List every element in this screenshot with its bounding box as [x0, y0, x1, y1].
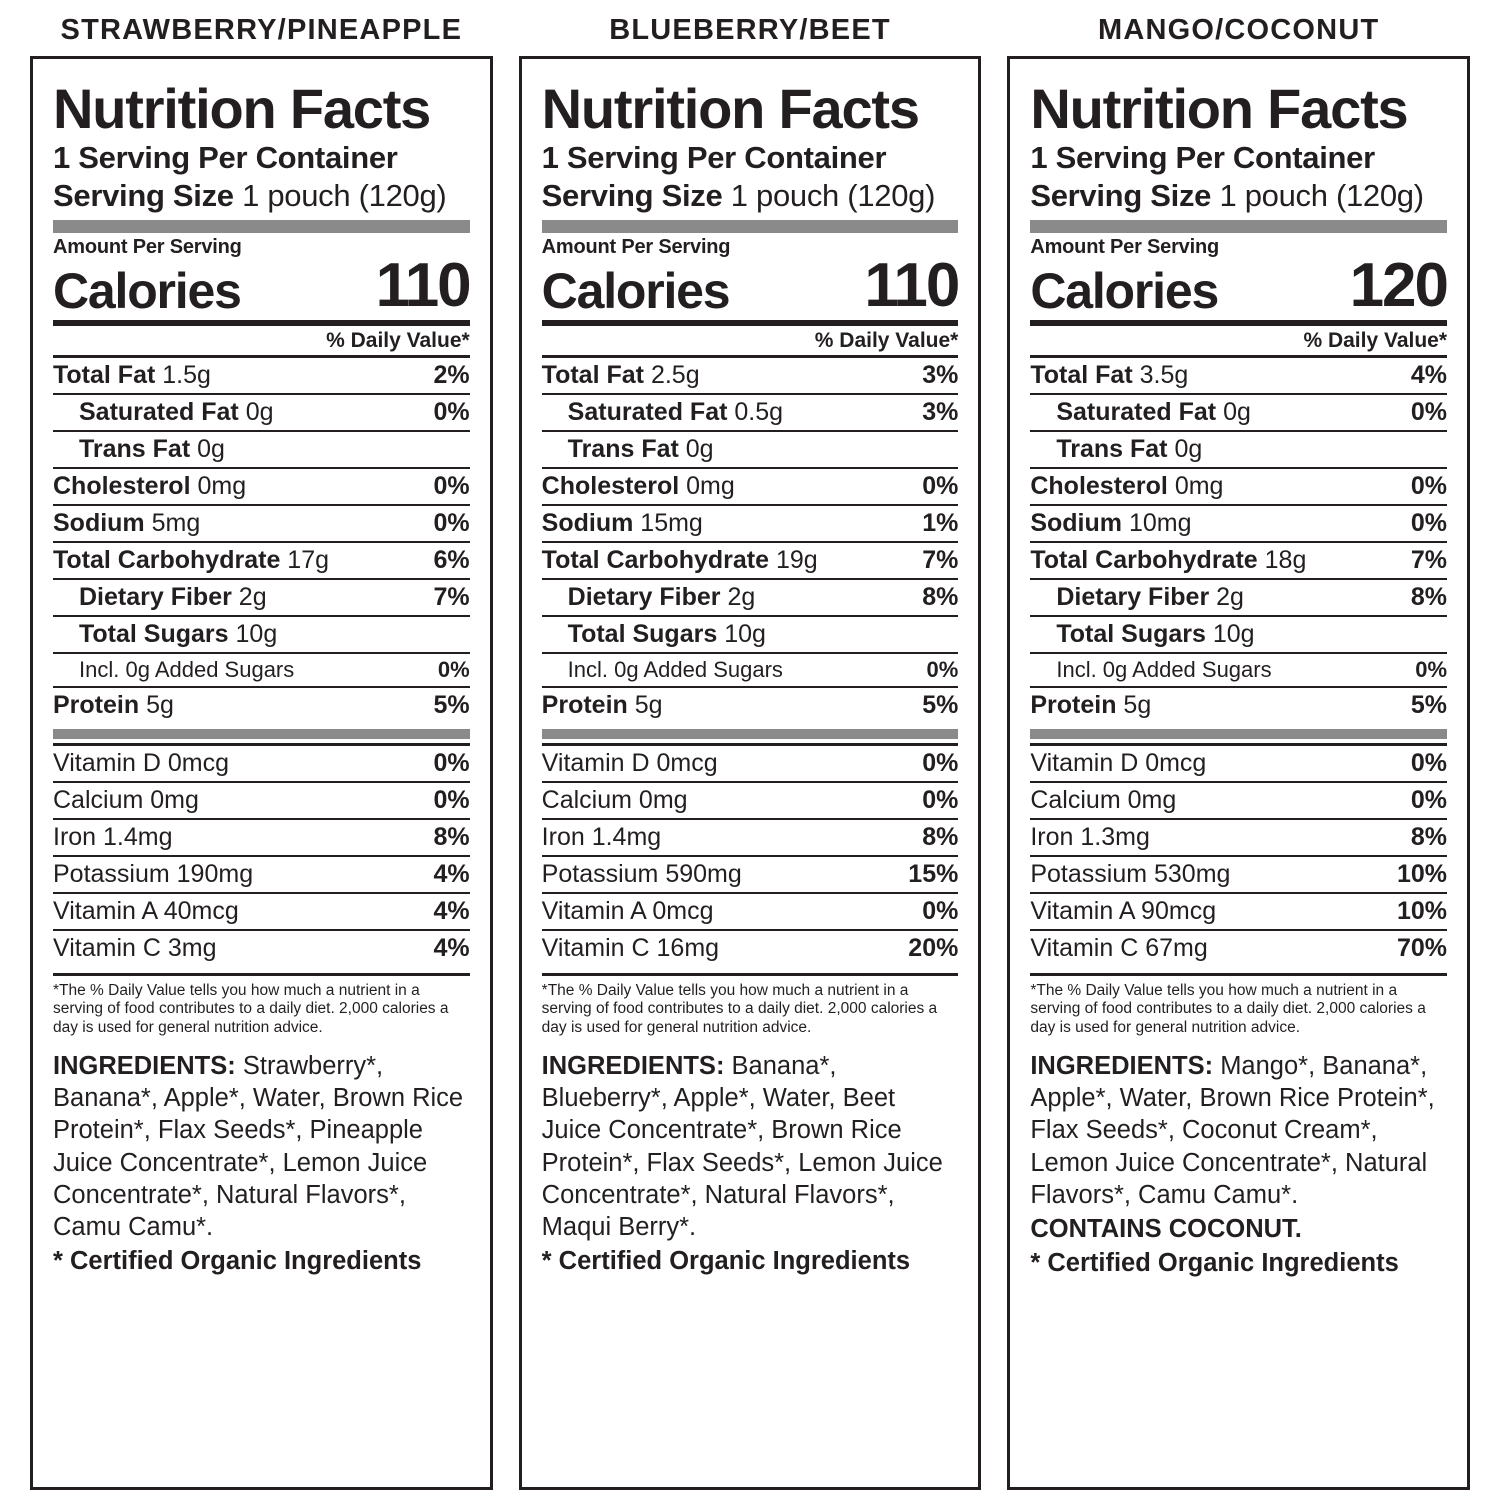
nutrient-daily-value [400, 616, 470, 653]
nutrient-name-cell [53, 468, 400, 505]
nutrient-name: Total Sugars [567, 619, 718, 648]
ingredients-list: Banana*, Blueberry*, Apple*, Water, Beet Juice Concentrate*, Brown Rice Protein*, Flax Seeds*, Lemon Juice Concentrate*, Natural Flavors*, Maqui Berry*. [541, 1052, 943, 1241]
vitamin-daily-value: 10% [1377, 893, 1447, 930]
nutrient-daily-value: 6% [400, 542, 470, 579]
table-row [542, 468, 959, 505]
vitamin-daily-value: 0% [888, 893, 958, 930]
calories-row [53, 250, 470, 320]
nutrient-name: Protein [53, 690, 140, 719]
nutrient-name: Total Carbohydrate [1030, 545, 1258, 574]
nutrient-name: Dietary Fiber [79, 582, 232, 611]
table-row [542, 819, 959, 856]
vitamin-name: Vitamin A 90mcg [1030, 893, 1377, 930]
table-row [542, 782, 959, 819]
ingredients-text [542, 1050, 959, 1243]
table-row [542, 579, 959, 616]
serving-size-line [1030, 177, 1447, 215]
nutrient-name: Total Carbohydrate [541, 545, 770, 574]
nutrient-daily-value: 3% [888, 394, 958, 431]
nutrient-name-cell [1030, 687, 1377, 723]
nutrient-name-cell [53, 394, 400, 431]
nutrient-name: Trans Fat [1056, 434, 1168, 463]
nutrition-facts-box [519, 56, 982, 1490]
nutrient-amount: 1.5g [162, 360, 211, 389]
amount-per-serving-label: Amount Per Serving [53, 235, 242, 258]
nutrient-name: Total Carbohydrate [53, 545, 281, 574]
servings-per-container: 1 Serving Per Container [1030, 140, 1375, 175]
nutrient-amount: 0mg [686, 471, 735, 500]
daily-value-footnote: *The % Daily Value tells you how much a nutrient in a serving of food contributes to a daily diet. 2,000 calories a day is used for general nutrition advice. [542, 973, 959, 1039]
nutrient-name-cell [53, 542, 400, 579]
table-row [1030, 893, 1447, 930]
vitamin-daily-value: 8% [888, 819, 958, 856]
table-row [542, 542, 959, 579]
table-row [1030, 930, 1447, 966]
calories-label: Calories [1030, 263, 1219, 320]
daily-value-header: % Daily Value* [326, 328, 470, 352]
daily-value-header: % Daily Value* [1303, 328, 1448, 352]
nutrition-facts-title: Nutrition Facts [541, 77, 919, 140]
nutrient-daily-value: 7% [400, 579, 470, 616]
table-row [1030, 782, 1447, 819]
nutrient-amount: 19g [775, 545, 818, 574]
nutrient-name-cell [53, 579, 400, 616]
nutrient-amount: 3.5g [1139, 360, 1189, 389]
table-row [53, 893, 470, 930]
nutrient-daily-value [888, 616, 958, 653]
vitamin-name: Calcium 0mg [1030, 782, 1377, 819]
vitamin-name: Calcium 0mg [53, 782, 400, 819]
vitamin-daily-value: 20% [888, 930, 958, 966]
nutrient-name-cell [1030, 653, 1377, 687]
medium-divider [53, 729, 470, 739]
table-row [542, 431, 959, 468]
table-row [53, 930, 470, 966]
nutrient-daily-value: 0% [1377, 653, 1447, 687]
vitamins-table [53, 743, 470, 966]
nutrient-name-cell [542, 468, 889, 505]
vitamin-name: Vitamin C 3mg [53, 930, 400, 966]
nutrient-daily-value: 0% [400, 468, 470, 505]
table-row [53, 542, 470, 579]
amount-per-serving-label: Amount Per Serving [1030, 235, 1219, 258]
table-row [1030, 431, 1447, 468]
organic-note: * Certified Organic Ingredients [541, 1246, 911, 1275]
nutrient-name: Total Fat [53, 360, 156, 389]
nutrient-name-cell [53, 356, 400, 394]
nutrition-facts-box [1007, 56, 1470, 1490]
table-row [1030, 505, 1447, 542]
ingredients-text [53, 1050, 470, 1243]
vitamin-daily-value: 8% [400, 819, 470, 856]
vitamin-name: Vitamin C 67mg [1030, 930, 1377, 966]
serving-size-line [53, 177, 470, 215]
vitamin-daily-value: 4% [400, 856, 470, 893]
serving-size-label: Serving Size [53, 177, 234, 213]
nutrient-name-cell [542, 653, 889, 687]
nutrient-amount: 5g [146, 690, 174, 719]
thick-divider [53, 220, 470, 233]
nutrient-amount: 0g [197, 434, 225, 463]
nutrient-name: Cholesterol [541, 471, 680, 500]
nutrient-daily-value: 0% [888, 468, 958, 505]
nutrient-amount: 10g [724, 619, 766, 648]
amount-per-serving-label: Amount Per Serving [541, 235, 731, 258]
nutrient-name: Sodium [53, 508, 145, 537]
table-row [53, 431, 470, 468]
serving-size-value: 1 pouch (120g) [730, 177, 936, 213]
ingredients-list: Mango*, Banana*, Apple*, Water, Brown Rice Protein*, Flax Seeds*, Coconut Cream*, Lemon Juice Concentrate*, Natural Flavors*, Camu Camu*. [1030, 1052, 1435, 1209]
nutrition-facts-title: Nutrition Facts [53, 77, 431, 140]
serving-size-line [542, 177, 959, 215]
vitamin-name: Vitamin D 0mcg [1030, 744, 1377, 782]
vitamin-name: Vitamin A 40mcg [53, 893, 400, 930]
nutrient-name-cell [1030, 468, 1377, 505]
nutrient-name: Incl. 0g Added Sugars [1056, 656, 1272, 682]
nutrition-facts-title: Nutrition Facts [1030, 77, 1408, 140]
vitamin-name: Potassium 590mg [542, 856, 889, 893]
table-row [1030, 819, 1447, 856]
nutrient-name: Saturated Fat [567, 397, 728, 426]
vitamin-name: Iron 1.4mg [542, 819, 889, 856]
flavor-title: MANGO/COCONUT [1097, 14, 1380, 46]
table-row [1030, 687, 1447, 723]
table-row [53, 505, 470, 542]
nutrient-amount: 0g [685, 434, 714, 463]
ingredients-text [1030, 1050, 1447, 1211]
nutrient-daily-value: 0% [888, 653, 958, 687]
table-row [53, 394, 470, 431]
nutrient-daily-value: 8% [888, 579, 958, 616]
calories-row [1030, 250, 1448, 320]
nutrient-name-cell [542, 505, 889, 542]
table-row [53, 687, 470, 723]
ingredients-label: INGREDIENTS: [53, 1052, 236, 1081]
nutrient-amount: 0mg [1174, 471, 1224, 500]
table-row [1030, 856, 1447, 893]
nutrient-name-cell [542, 579, 889, 616]
vitamin-name: Vitamin C 16mg [542, 930, 889, 966]
serving-size-value: 1 pouch (120g) [1219, 177, 1424, 213]
nutrient-amount: 2.5g [650, 360, 700, 389]
table-row [542, 744, 959, 782]
nutrient-amount: 2g [1216, 582, 1244, 611]
table-row [542, 616, 959, 653]
nutrients-table [542, 355, 959, 723]
calories-label: Calories [541, 263, 730, 320]
nutrient-name: Dietary Fiber [1056, 582, 1210, 611]
nutrient-name-cell [542, 431, 889, 468]
ingredients-label: INGREDIENTS: [1030, 1052, 1214, 1081]
vitamin-daily-value: 0% [400, 744, 470, 782]
nutrient-amount: 5mg [151, 508, 201, 537]
nutrient-amount: 10mg [1128, 508, 1192, 537]
nutrient-name-cell [53, 616, 400, 653]
vitamin-daily-value: 8% [1377, 819, 1447, 856]
organic-note: * Certified Organic Ingredients [53, 1246, 422, 1275]
nutrient-amount: 5g [1123, 690, 1152, 719]
table-row [53, 616, 470, 653]
nutrient-name: Protein [1030, 690, 1117, 719]
nutrient-name: Incl. 0g Added Sugars [79, 656, 295, 682]
nutrient-amount: 0mg [197, 471, 247, 500]
nutrient-daily-value: 7% [1377, 542, 1447, 579]
servings-per-container: 1 Serving Per Container [541, 140, 887, 175]
nutrient-amount: 10g [1212, 619, 1255, 648]
calories-value: 110 [375, 250, 470, 320]
ingredients-list: Strawberry*, Banana*, Apple*, Water, Brown Rice Protein*, Flax Seeds*, Pineapple Juice Concentrate*, Lemon Juice Concentrate*, Natural Flavors*, Camu Camu*. [53, 1052, 464, 1241]
nutrient-name-cell [1030, 616, 1377, 653]
thick-divider [1030, 220, 1447, 233]
nutrient-name: Protein [541, 690, 628, 719]
ingredients-label: INGREDIENTS: [541, 1052, 725, 1081]
table-row [53, 856, 470, 893]
nutrient-amount: 2g [238, 582, 267, 611]
vitamin-daily-value: 4% [400, 930, 470, 966]
nutrient-amount: 0.5g [734, 397, 784, 426]
table-row [542, 893, 959, 930]
vitamin-daily-value: 70% [1377, 930, 1447, 966]
serving-size-label: Serving Size [541, 177, 723, 213]
nutrient-amount: 17g [287, 545, 330, 574]
nutrient-daily-value: 0% [1377, 505, 1447, 542]
table-row [53, 819, 470, 856]
nutrient-daily-value: 0% [1377, 394, 1447, 431]
nutrient-name-cell [542, 687, 889, 723]
nutrient-daily-value: 1% [888, 505, 958, 542]
vitamins-table [542, 743, 959, 966]
nutrient-daily-value: 5% [1377, 687, 1447, 723]
flex-spacer [53, 1276, 470, 1475]
daily-value-footnote: *The % Daily Value tells you how much a nutrient in a serving of food contributes to a daily diet. 2,000 calories a day is used for general nutrition advice. [53, 973, 470, 1039]
nutrient-name-cell [53, 505, 400, 542]
servings-per-container: 1 Serving Per Container [53, 140, 398, 175]
table-row [53, 653, 470, 687]
vitamin-daily-value: 0% [400, 782, 470, 819]
nutrient-name-cell [1030, 394, 1377, 431]
table-row [1030, 744, 1447, 782]
nutrient-name-cell [1030, 542, 1377, 579]
table-row [542, 930, 959, 966]
flavor-title: BLUEBERRY/BEET [609, 14, 891, 46]
table-row [542, 687, 959, 723]
nutrient-daily-value: 3% [888, 356, 958, 394]
nutrient-name-cell [542, 542, 889, 579]
medium-divider [1030, 729, 1447, 739]
nutrient-amount: 0g [1174, 434, 1203, 463]
nutrients-table [1030, 355, 1447, 723]
nutrient-amount: 10g [235, 619, 278, 648]
nutrient-name-cell [542, 394, 889, 431]
nutrient-daily-value: 7% [888, 542, 958, 579]
nutrition-panel [519, 14, 982, 1490]
nutrient-name: Sodium [1030, 508, 1123, 537]
nutrient-name: Incl. 0g Added Sugars [567, 656, 783, 682]
nutrient-name-cell [53, 653, 400, 687]
vitamin-daily-value: 0% [1377, 782, 1447, 819]
serving-size-value: 1 pouch (120g) [242, 177, 447, 213]
table-row [542, 653, 959, 687]
table-row [1030, 579, 1447, 616]
table-row [542, 356, 959, 394]
nutrient-amount: 5g [634, 690, 663, 719]
nutrient-name-cell [1030, 431, 1377, 468]
nutrient-name: Sodium [541, 508, 634, 537]
vitamin-name: Vitamin D 0mcg [53, 744, 400, 782]
nutrient-daily-value: 5% [400, 687, 470, 723]
vitamins-table [1030, 743, 1447, 966]
table-row [542, 505, 959, 542]
organic-note: * Certified Organic Ingredients [1030, 1248, 1399, 1277]
flex-spacer [542, 1276, 959, 1475]
table-row [1030, 394, 1447, 431]
nutrient-name-cell [53, 687, 400, 723]
medium-divider [542, 729, 959, 739]
flex-spacer [1030, 1278, 1447, 1475]
table-row [542, 856, 959, 893]
nutrition-facts-box [30, 56, 493, 1490]
calories-row [541, 250, 959, 320]
vitamin-name: Potassium 190mg [53, 856, 400, 893]
table-row [1030, 653, 1447, 687]
table-row [53, 356, 470, 394]
table-row [53, 744, 470, 782]
nutrient-daily-value: 0% [1377, 468, 1447, 505]
nutrient-daily-value: 2% [400, 356, 470, 394]
daily-value-header: % Daily Value* [814, 328, 959, 352]
vitamin-daily-value: 10% [1377, 856, 1447, 893]
table-row [542, 394, 959, 431]
nutrition-panel [30, 14, 493, 1490]
table-row [1030, 616, 1447, 653]
nutrient-name: Total Sugars [1056, 619, 1206, 648]
calories-label: Calories [53, 263, 241, 320]
nutrient-daily-value [400, 431, 470, 468]
nutrient-name: Saturated Fat [79, 397, 239, 426]
nutrient-name: Trans Fat [567, 434, 679, 463]
nutrient-daily-value: 8% [1377, 579, 1447, 616]
nutrient-daily-value: 0% [400, 653, 470, 687]
nutrient-name-cell [542, 356, 889, 394]
nutrient-amount: 18g [1264, 545, 1307, 574]
nutrient-name: Trans Fat [79, 434, 191, 463]
vitamin-daily-value: 0% [888, 744, 958, 782]
vitamin-daily-value: 0% [888, 782, 958, 819]
nutrient-name-cell [1030, 356, 1377, 394]
nutrient-amount: 2g [727, 582, 756, 611]
vitamin-daily-value: 15% [888, 856, 958, 893]
vitamin-name: Calcium 0mg [542, 782, 889, 819]
nutrient-name: Total Sugars [79, 619, 229, 648]
contains-allergen-statement: CONTAINS COCONUT. [1030, 1214, 1302, 1243]
nutrient-name: Dietary Fiber [567, 582, 721, 611]
nutrient-amount: 0g [1223, 397, 1251, 426]
nutrient-amount: 15mg [640, 508, 703, 537]
nutrient-name-cell [1030, 505, 1377, 542]
nutrient-daily-value: 0% [400, 505, 470, 542]
nutrient-name: Total Fat [541, 360, 644, 389]
thick-divider [542, 220, 959, 233]
nutrient-name: Total Fat [1030, 360, 1133, 389]
calories-value: 120 [1349, 250, 1448, 320]
vitamin-name: Iron 1.3mg [1030, 819, 1377, 856]
nutrient-name: Cholesterol [53, 471, 191, 500]
vitamin-daily-value: 4% [400, 893, 470, 930]
table-row [53, 468, 470, 505]
daily-value-footnote: *The % Daily Value tells you how much a nutrient in a serving of food contributes to a daily diet. 2,000 calories a day is used for general nutrition advice. [1030, 973, 1447, 1039]
nutrient-daily-value [1377, 431, 1447, 468]
vitamin-name: Vitamin A 0mcg [542, 893, 889, 930]
nutrient-amount: 0g [245, 397, 274, 426]
nutrient-daily-value: 4% [1377, 356, 1447, 394]
table-row [1030, 468, 1447, 505]
nutrient-name-cell [53, 431, 400, 468]
nutrition-panel [1007, 14, 1470, 1490]
vitamin-name: Vitamin D 0mcg [542, 744, 889, 782]
vitamin-daily-value: 0% [1377, 744, 1447, 782]
nutrient-name: Saturated Fat [1056, 397, 1217, 426]
table-row [53, 579, 470, 616]
nutrient-daily-value [1377, 616, 1447, 653]
nutrient-daily-value [888, 431, 958, 468]
nutrient-name-cell [1030, 579, 1377, 616]
nutrients-table [53, 355, 470, 723]
vitamin-name: Iron 1.4mg [53, 819, 400, 856]
nutrient-name: Cholesterol [1030, 471, 1168, 500]
flavor-title: STRAWBERRY/PINEAPPLE [60, 14, 463, 46]
nutrient-daily-value: 0% [400, 394, 470, 431]
nutrient-daily-value: 5% [888, 687, 958, 723]
table-row [1030, 356, 1447, 394]
table-row [1030, 542, 1447, 579]
serving-size-label: Serving Size [1030, 177, 1212, 213]
vitamin-name: Potassium 530mg [1030, 856, 1377, 893]
nutrient-name-cell [542, 616, 889, 653]
table-row [53, 782, 470, 819]
calories-value: 110 [864, 250, 959, 320]
